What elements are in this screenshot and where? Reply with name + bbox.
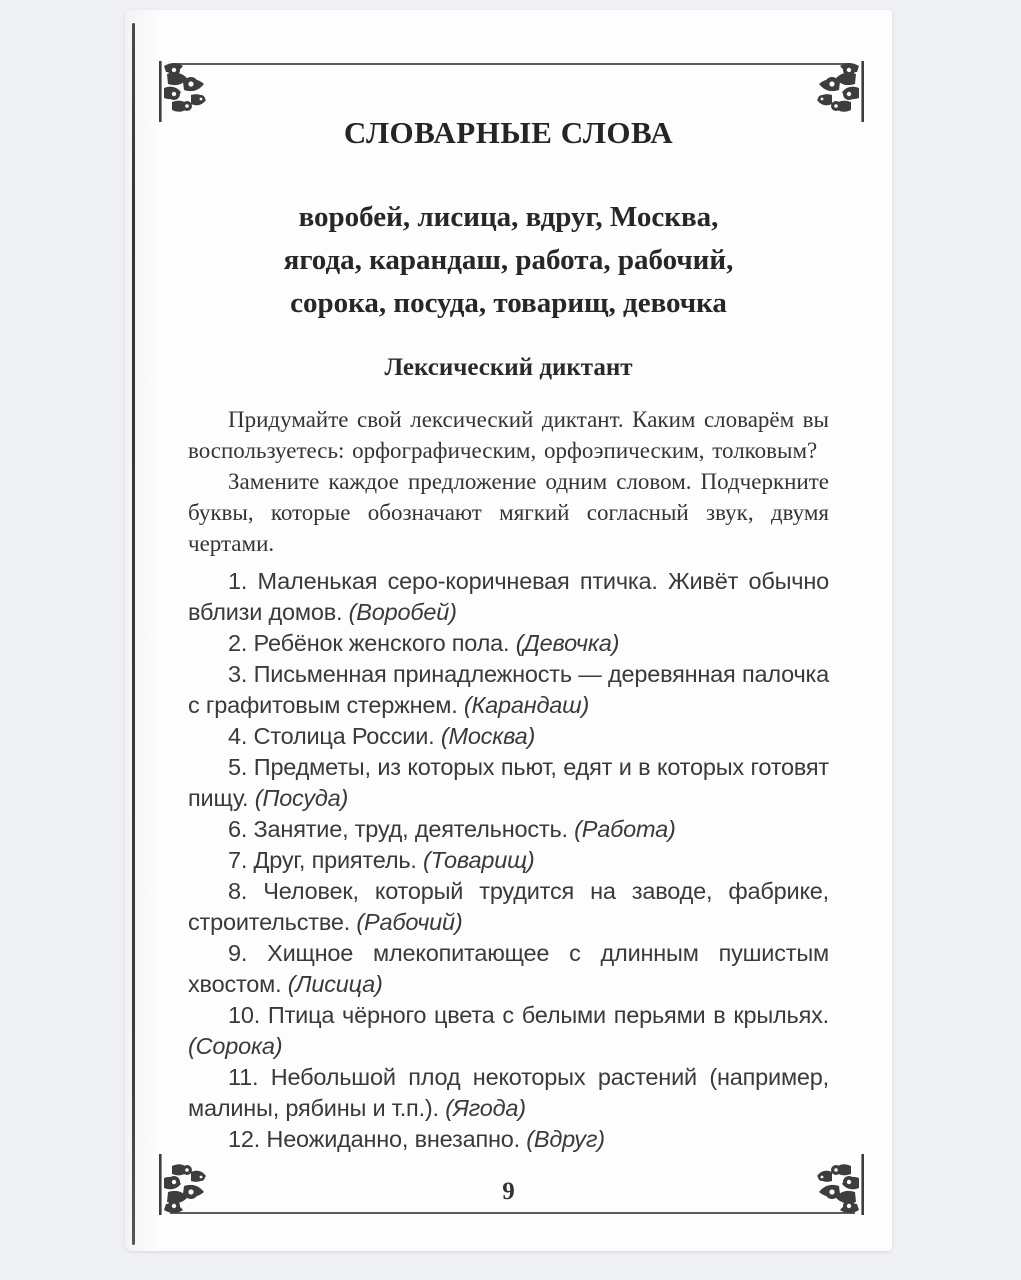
- item-text: Ребёнок женского пола.: [253, 630, 510, 656]
- item-number: 1.: [228, 568, 248, 594]
- list-item: [188, 876, 829, 938]
- item-number: 6.: [228, 816, 248, 842]
- item-text: Человек, который трудится на заводе, фабрике, строительстве.: [188, 878, 829, 935]
- item-answer: (Москва): [440, 723, 536, 749]
- intro-paragraphs: [188, 404, 829, 559]
- item-text: Птица чёрного цвета с белыми перьями в крыльях.: [267, 1002, 829, 1028]
- item-number: 4.: [228, 723, 248, 749]
- item-text: Предметы, из которых пьют, едят и в которых готовят пищу.: [188, 754, 829, 811]
- item-number: 2.: [228, 630, 248, 656]
- list-item: [188, 938, 829, 1000]
- item-answer: (Вдруг): [526, 1126, 605, 1152]
- item-number: 8.: [228, 878, 248, 904]
- list-item: [188, 752, 829, 814]
- item-text: Небольшой плод некоторых растений (например, малины, рябины и т.п.).: [188, 1064, 829, 1121]
- list-item: [188, 1000, 829, 1062]
- word-list: [188, 196, 829, 325]
- item-answer: (Лисица): [287, 971, 383, 997]
- list-item: [188, 814, 829, 845]
- item-answer: (Воробей): [348, 599, 457, 625]
- item-answer: (Карандаш): [463, 692, 590, 718]
- item-answer: (Ягода): [445, 1095, 526, 1121]
- book-page: [125, 10, 892, 1251]
- item-answer: (Девочка): [515, 630, 620, 656]
- item-answer: (Рабочий): [356, 909, 463, 935]
- item-answer: (Сорока): [188, 1033, 283, 1059]
- item-number: 3.: [228, 661, 248, 687]
- list-item: [188, 845, 829, 876]
- item-number: 11.: [228, 1064, 259, 1090]
- page-title: СЛОВАРНЫЕ СЛОВА: [343, 115, 674, 150]
- list-item: [188, 1124, 829, 1155]
- item-answer: (Работа): [574, 816, 676, 842]
- item-number: 12.: [228, 1126, 261, 1152]
- item-number: 5.: [228, 754, 248, 780]
- word-list-line: воробей, лисица, вдруг, Москва,: [298, 201, 719, 233]
- list-item: [188, 659, 829, 721]
- page-content: [188, 10, 829, 1155]
- intro-paragraph: Замените каждое предложение одним словом. Подчеркните буквы, которые обозначают мягкий согласный звук, двумя чертами.: [188, 469, 829, 556]
- section-heading: Лексический диктант: [384, 354, 633, 381]
- page-number: 9: [502, 1178, 515, 1205]
- item-text: Столица России.: [253, 723, 435, 749]
- item-answer: (Посуда): [254, 785, 349, 811]
- item-text: Друг, приятель.: [253, 847, 417, 873]
- item-number: 9.: [228, 940, 248, 966]
- item-number: 10.: [228, 1002, 261, 1028]
- word-list-line: сорока, посуда, товарищ, девочка: [290, 287, 727, 319]
- item-number: 7.: [228, 847, 248, 873]
- item-text: Занятие, труд, деятельность.: [253, 816, 568, 842]
- item-answer: (Товарищ): [423, 847, 535, 873]
- intro-paragraph: Придумайте свой лексический диктант. Каким словарём вы воспользуетесь: орфографическим, орфоэпическим, толковым?: [188, 407, 829, 463]
- list-item: [188, 721, 829, 752]
- list-item: [188, 566, 829, 628]
- dictation-list: [188, 566, 829, 1155]
- item-text: Хищное млекопитающее с длинным пушистым хвостом.: [188, 940, 829, 997]
- item-text: Письменная принадлежность — деревянная палочка с графитовым стержнем.: [188, 661, 829, 718]
- item-text: Неожиданно, внезапно.: [266, 1126, 520, 1152]
- list-item: [188, 628, 829, 659]
- item-text: Маленькая серо-коричневая птичка. Живёт обычно вблизи домов.: [188, 568, 829, 625]
- list-item: [188, 1062, 829, 1124]
- book-spine-line: [132, 23, 135, 1245]
- bottom-border-rule: [170, 1212, 855, 1214]
- word-list-line: ягода, карандаш, работа, рабочий,: [283, 244, 734, 276]
